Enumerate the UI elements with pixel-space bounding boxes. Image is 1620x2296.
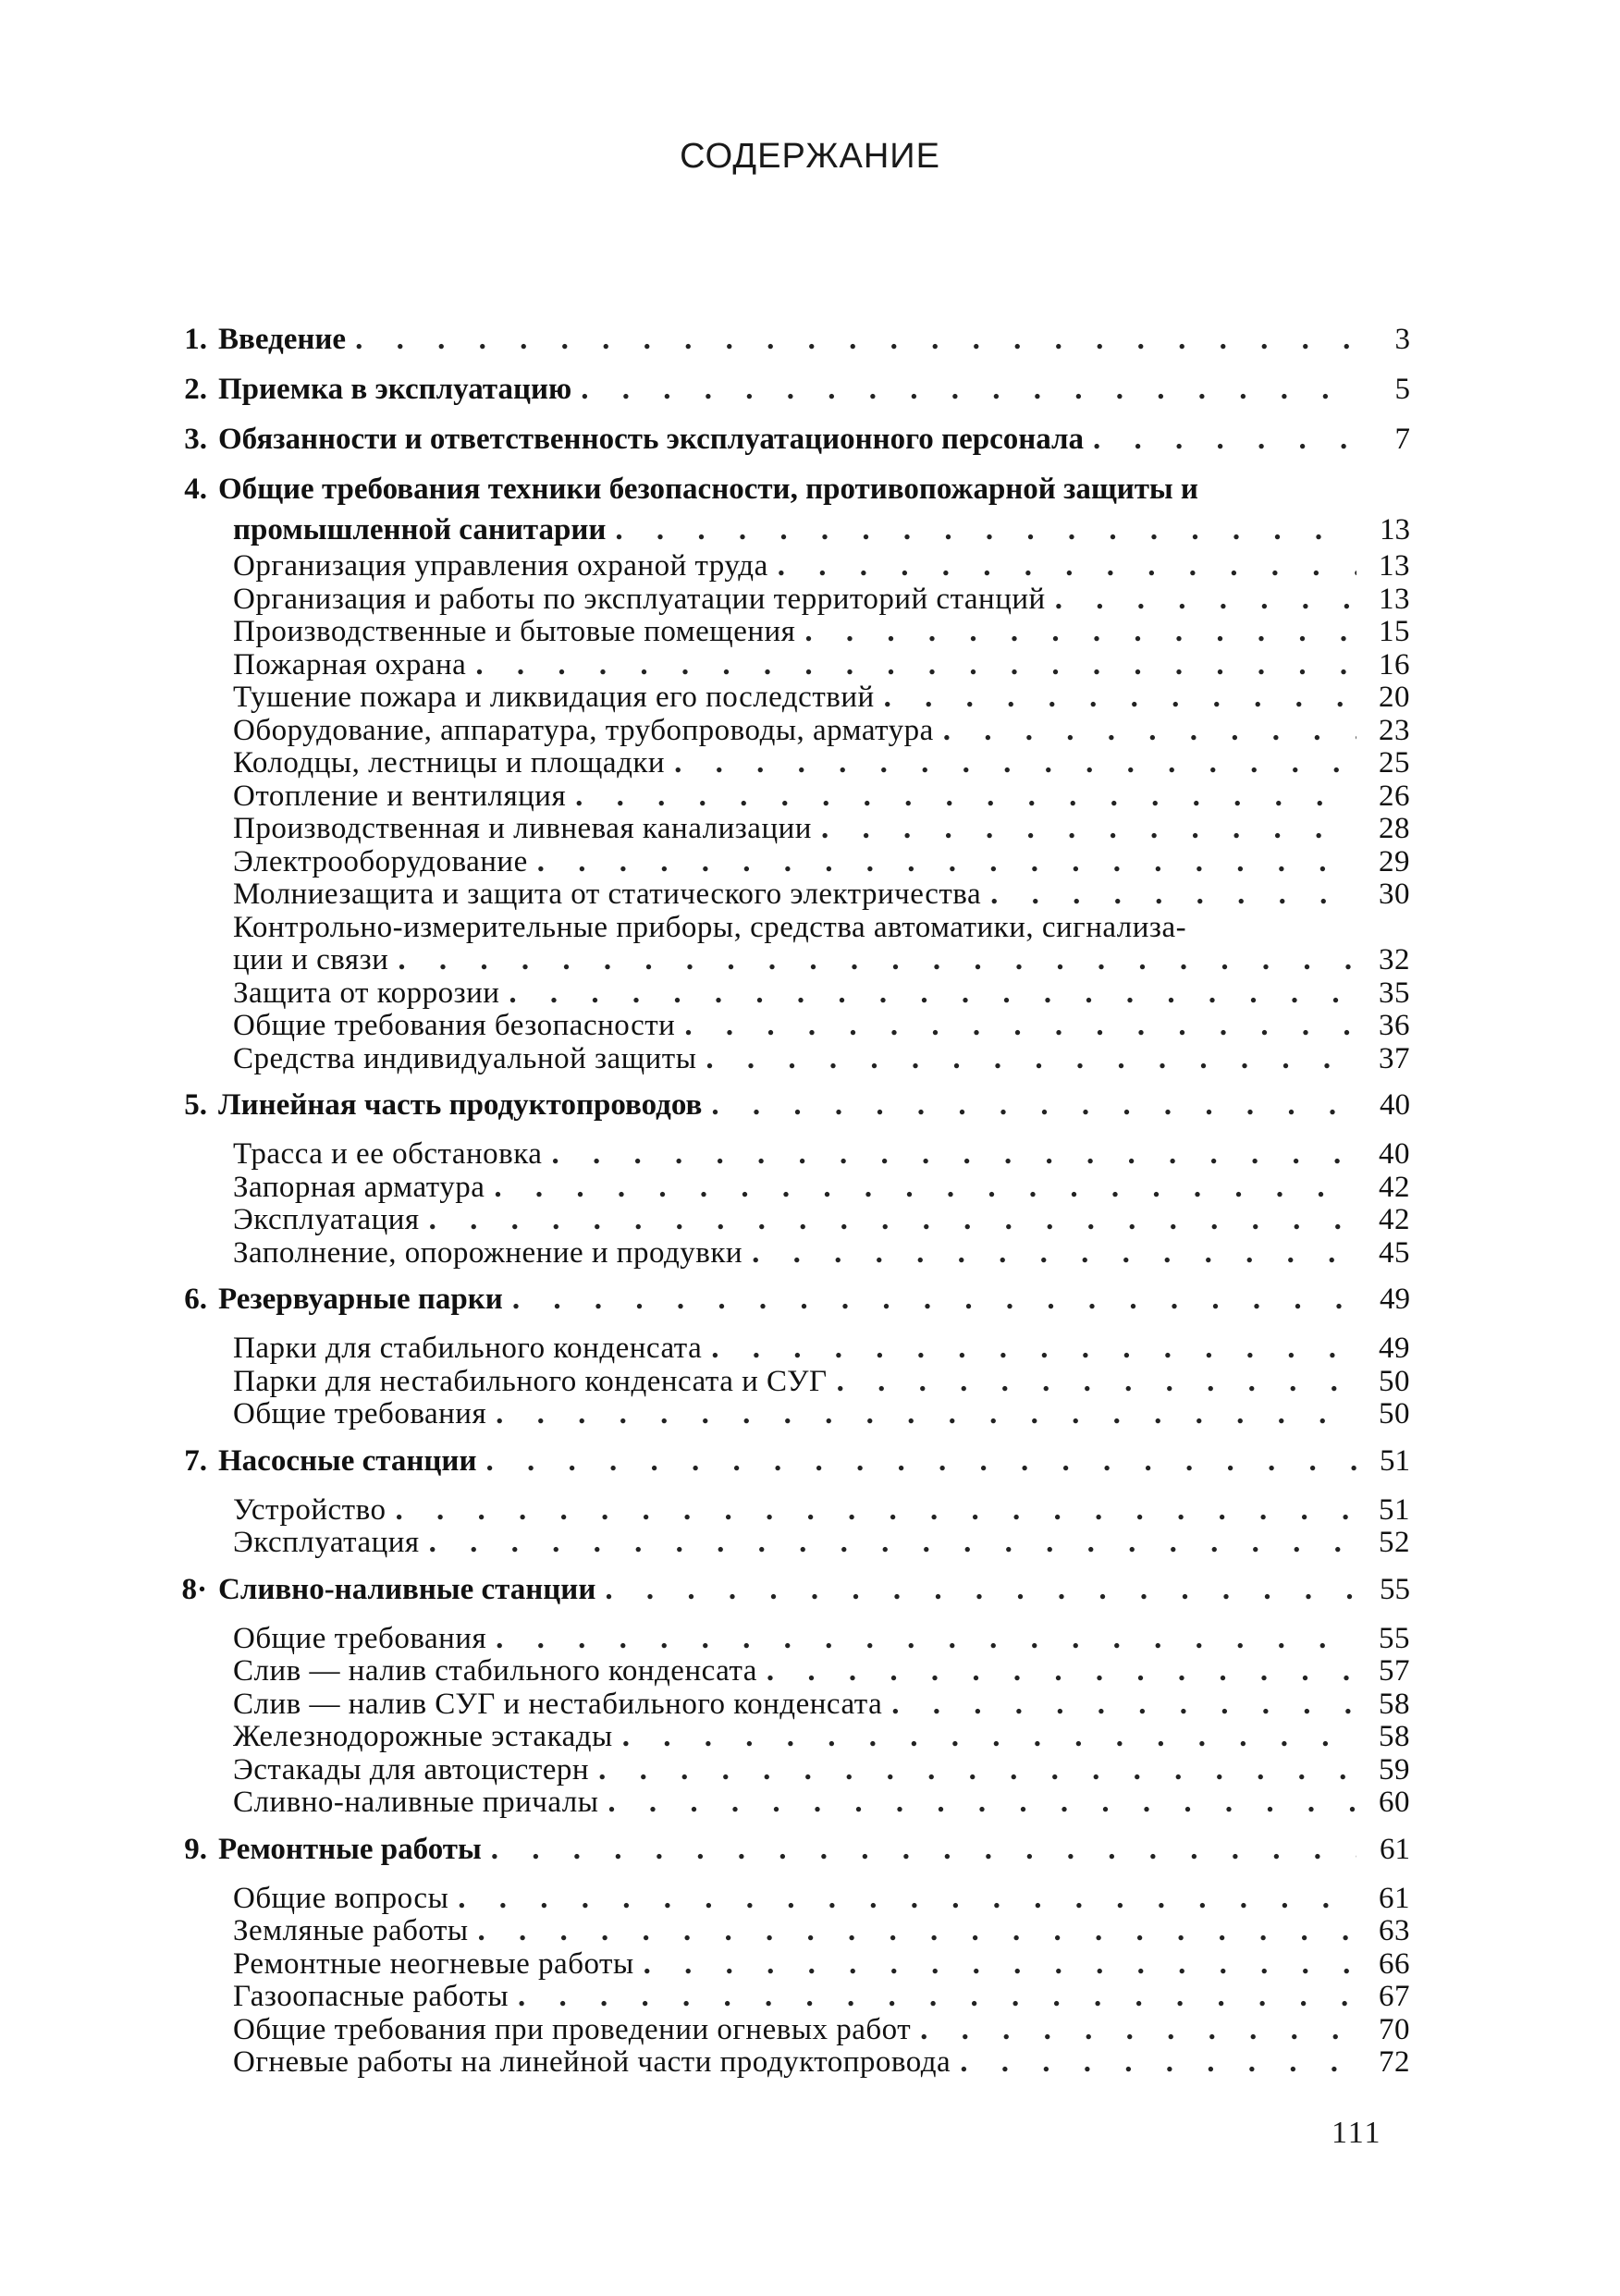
toc-section-row: [166, 1085, 1410, 1125]
toc-subentry-row: [166, 1655, 1410, 1688]
dot-leader: [752, 1237, 1356, 1271]
toc-subentry-row: [166, 1138, 1410, 1172]
dot-leader: [778, 550, 1356, 583]
toc-subentry-row: [166, 1366, 1410, 1399]
subentry-title: Парки для нестабильного конденсата и СУГ: [233, 1364, 828, 1398]
dot-leader: [943, 715, 1356, 748]
subentry-title: Сливно-наливные причалы: [233, 1786, 599, 1819]
toc-subentry-row: [166, 780, 1410, 814]
toc-subentry-row: [166, 1754, 1410, 1787]
dot-leader: [884, 681, 1356, 715]
subentry-title: Электрооборудование: [233, 844, 528, 878]
section-title: Общие требования техники безопасности, противопожарной защиты и: [218, 473, 1198, 506]
page-ref: 66: [1379, 1946, 1410, 1981]
page-ref: 61: [1379, 1881, 1410, 1915]
dot-leader: [494, 1172, 1356, 1205]
subentry-title: Железнодорожные эстакады: [233, 1720, 613, 1753]
page-ref: 60: [1379, 1786, 1410, 1819]
dot-leader: [706, 1043, 1356, 1076]
dot-leader: [575, 780, 1356, 814]
toc-section-row: [166, 1441, 1410, 1481]
subentry-title: Запорная арматура: [233, 1170, 485, 1204]
page-ref: 42: [1379, 1203, 1410, 1236]
section-title: Насосные станции: [218, 1443, 477, 1478]
section-title: Обязанности и ответственность эксплуатационного персонала: [218, 423, 1085, 456]
toc-subentry-row: [166, 2046, 1410, 2080]
subentry-title: Пожарная охрана: [233, 647, 467, 681]
subentry-title: Общие требования безопасности: [233, 1009, 676, 1042]
dot-leader: [615, 510, 1356, 550]
subentry-title: Защита от коррозии: [233, 976, 500, 1010]
subentry-title: Газоопасные работы: [233, 1980, 509, 2013]
dot-leader: [458, 1883, 1356, 1916]
subentry-title: Общие требования при проведении огневых работ: [233, 2012, 912, 2046]
page-ref: 70: [1379, 2012, 1410, 2046]
page-ref: 20: [1379, 681, 1410, 714]
dot-leader: [711, 1085, 1356, 1125]
subentry-title: Организация управления охраной труда: [233, 549, 768, 583]
subentry-title: Трасса и ее обстановка: [233, 1137, 543, 1171]
toc-subentry-row: [166, 944, 1410, 977]
page-title: СОДЕРЖАНИЕ: [680, 137, 940, 176]
toc-subentry-row: [166, 1527, 1410, 1560]
page-ref: 55: [1379, 1621, 1410, 1655]
page-ref: 30: [1379, 878, 1410, 911]
page-ref: 16: [1379, 647, 1410, 681]
page-ref: 26: [1379, 779, 1410, 813]
page-ref: 35: [1379, 976, 1410, 1010]
toc-subentry-row: [166, 813, 1410, 846]
subentry-title: Отопление и вентиляция: [233, 779, 567, 813]
subentry-title: Общие требования: [233, 1397, 487, 1430]
toc-subentry-row: [166, 1948, 1410, 1982]
toc-subentry-row: [166, 878, 1410, 912]
toc-subentry-row: [166, 1883, 1410, 1916]
dot-leader: [622, 1721, 1356, 1754]
page-ref: 28: [1379, 812, 1410, 845]
toc-subentry-row: [166, 1721, 1410, 1754]
toc-subentry-row: [166, 912, 1410, 945]
section-title: Сливно-наливные станции: [218, 1572, 596, 1606]
page-ref: 5: [1394, 373, 1410, 406]
toc-subentry-row: [166, 649, 1410, 682]
page-ref: 42: [1379, 1170, 1410, 1204]
subentry-title: Тушение пожара и ликвидация его последствий: [233, 681, 875, 714]
dot-leader: [674, 747, 1356, 780]
toc-subentry-row: [166, 616, 1410, 649]
toc-subentry-row: [166, 1010, 1410, 1043]
toc-subentry-row: [166, 1237, 1410, 1271]
dot-leader: [512, 1279, 1356, 1320]
toc-section-continuation: [166, 510, 1410, 550]
dot-leader: [1093, 419, 1356, 460]
dot-leader: [711, 1332, 1356, 1366]
page-ref: 58: [1379, 1687, 1410, 1721]
subentry-title: Эксплуатация: [233, 1526, 420, 1559]
page-number: 111: [1332, 2116, 1382, 2150]
page-ref: 57: [1379, 1654, 1410, 1688]
dot-leader: [355, 319, 1356, 360]
section-title: Введение: [218, 323, 347, 356]
dot-leader: [537, 846, 1356, 879]
subentry-title: Земляные работы: [233, 1914, 469, 1947]
dot-leader: [475, 649, 1356, 682]
subentry-title: Молниезащита и защита от статического электричества: [233, 878, 982, 911]
subentry-title: Парки для стабильного конденсата: [233, 1332, 703, 1365]
dot-leader: [398, 944, 1356, 977]
page-ref: 58: [1379, 1720, 1410, 1753]
page-ref: 13: [1379, 582, 1410, 616]
dot-leader: [821, 813, 1356, 846]
dot-leader: [395, 1494, 1356, 1528]
dot-leader: [491, 1829, 1356, 1870]
dot-leader: [990, 878, 1356, 912]
dot-leader: [478, 1915, 1356, 1948]
dot-leader: [551, 1138, 1356, 1172]
section-number: 9.: [184, 1832, 207, 1866]
page-ref: 50: [1379, 1397, 1410, 1430]
section-title: промышленной санитарии: [233, 513, 607, 546]
toc-section-row: [166, 469, 1410, 510]
table-of-contents: [166, 319, 1410, 2080]
toc-section-row: [166, 369, 1410, 410]
toc-section-row: [166, 319, 1410, 360]
dot-leader: [429, 1204, 1356, 1237]
toc-subentry-row: [166, 747, 1410, 780]
toc-subentry-row: [166, 1623, 1410, 1656]
section-number: 3.: [184, 423, 207, 456]
page-ref: 45: [1379, 1235, 1410, 1270]
dot-leader: [1055, 583, 1356, 617]
page-ref: 25: [1379, 746, 1410, 780]
subentry-title: Слив — налив стабильного конденсата: [233, 1654, 757, 1688]
dot-leader: [891, 1688, 1356, 1722]
subentry-title: Производственные и бытовые помещения: [233, 615, 796, 648]
page-ref: 3: [1394, 323, 1410, 356]
dot-leader: [485, 1441, 1356, 1481]
subentry-title: Организация и работы по эксплуатации территорий станций: [233, 582, 1046, 616]
subentry-title: Эстакады для автоцистерн: [233, 1752, 590, 1786]
toc-subentry-row: [166, 1688, 1410, 1722]
toc-subentry-row: [166, 846, 1410, 879]
subentry-title: Средства индивидуальной защиты: [233, 1041, 697, 1075]
dot-leader: [496, 1623, 1356, 1656]
dot-leader: [581, 369, 1356, 410]
section-number: 7.: [184, 1443, 207, 1478]
toc-subentry-row: [166, 1332, 1410, 1366]
subentry-title: Заполнение, опорожнение и продувки: [233, 1235, 743, 1270]
dot-leader: [509, 977, 1356, 1011]
section-title: Резервуарные парки: [218, 1283, 503, 1316]
page-ref: 52: [1379, 1526, 1410, 1559]
subentry-title: Огневые работы на линейной части продуктопровода: [233, 2045, 951, 2079]
toc-subentry-row: [166, 1494, 1410, 1528]
dot-leader: [496, 1398, 1356, 1431]
page-ref: 37: [1379, 1041, 1410, 1075]
toc-subentry-row: [166, 2014, 1410, 2047]
toc-subentry-row: [166, 1204, 1410, 1237]
toc-section-row: [166, 1829, 1410, 1870]
subentry-title: ции и связи: [233, 943, 389, 976]
section-title: Линейная часть продуктопроводов: [218, 1088, 703, 1122]
page-ref: 32: [1379, 943, 1410, 976]
section-number: 8·: [181, 1572, 207, 1606]
section-number: 4.: [184, 473, 207, 506]
page-ref: 59: [1379, 1752, 1410, 1786]
dot-leader: [644, 1948, 1356, 1982]
toc-subentry-row: [166, 1172, 1410, 1205]
section-title: Приемка в эксплуатацию: [218, 373, 572, 406]
dot-leader: [518, 1981, 1356, 2014]
page-ref: 72: [1379, 2045, 1410, 2079]
dot-leader: [684, 1010, 1356, 1043]
subentry-title: Ремонтные неогневые работы: [233, 1946, 634, 1981]
subentry-title: Контрольно-измерительные приборы, средства автоматики, сигнализа-: [233, 910, 1187, 944]
subentry-title: Производственная и ливневая канализации: [233, 812, 812, 845]
section-number: 5.: [184, 1088, 207, 1122]
toc-subentry-row: [166, 977, 1410, 1011]
page-ref: 49: [1380, 1283, 1410, 1316]
subentry-title: Эксплуатация: [233, 1203, 420, 1236]
toc-section-row: [166, 1569, 1410, 1610]
toc-subentry-row: [166, 1398, 1410, 1431]
toc-section-row: [166, 1279, 1410, 1320]
page-ref: 51: [1380, 1443, 1410, 1478]
section-title: Ремонтные работы: [218, 1832, 482, 1866]
page-ref: 40: [1380, 1088, 1410, 1122]
page-ref: 49: [1379, 1332, 1410, 1365]
toc-subentry-row: [166, 1981, 1410, 2014]
page-ref: 15: [1379, 615, 1410, 648]
dot-leader: [960, 2046, 1356, 2080]
dot-leader: [605, 1569, 1356, 1610]
page-ref: 55: [1380, 1572, 1410, 1606]
page-ref: 40: [1379, 1137, 1410, 1171]
toc-subentry-row: [166, 1786, 1410, 1820]
dot-leader: [804, 616, 1356, 649]
toc-subentry-row: [166, 1043, 1410, 1076]
toc-subentry-row: [166, 550, 1410, 583]
section-number: 2.: [184, 373, 207, 406]
toc-subentry-row: [166, 583, 1410, 617]
page-ref: 61: [1380, 1832, 1410, 1866]
subentry-title: Слив — налив СУГ и нестабильного конденсата: [233, 1687, 883, 1721]
subentry-title: Оборудование, аппаратура, трубопроводы, арматура: [233, 713, 934, 747]
page-ref: 36: [1379, 1009, 1410, 1042]
dot-leader: [429, 1527, 1356, 1560]
page-ref: 13: [1380, 513, 1410, 546]
page-ref: 13: [1379, 549, 1410, 583]
dot-leader: [608, 1786, 1356, 1820]
dot-leader: [837, 1366, 1356, 1399]
page-ref: 23: [1379, 713, 1410, 747]
page-ref: 50: [1379, 1364, 1410, 1398]
page-ref: 29: [1379, 844, 1410, 878]
toc-section-row: [166, 419, 1410, 460]
toc-subentry-row: [166, 715, 1410, 748]
subentry-title: Общие требования: [233, 1621, 487, 1655]
page-ref: 7: [1394, 423, 1410, 456]
subentry-title: Устройство: [233, 1492, 387, 1527]
page-ref: 63: [1379, 1914, 1410, 1947]
subentry-title: Колодцы, лестницы и площадки: [233, 746, 666, 780]
dot-leader: [598, 1754, 1356, 1787]
section-number: 1.: [184, 323, 207, 356]
page-ref: 67: [1379, 1980, 1410, 2013]
page-ref: 51: [1379, 1492, 1410, 1527]
toc-subentry-row: [166, 1915, 1410, 1948]
dot-leader: [767, 1655, 1356, 1688]
section-number: 6.: [184, 1283, 207, 1316]
dot-leader: [920, 2014, 1356, 2047]
toc-subentry-row: [166, 681, 1410, 715]
subentry-title: Общие вопросы: [233, 1881, 449, 1915]
